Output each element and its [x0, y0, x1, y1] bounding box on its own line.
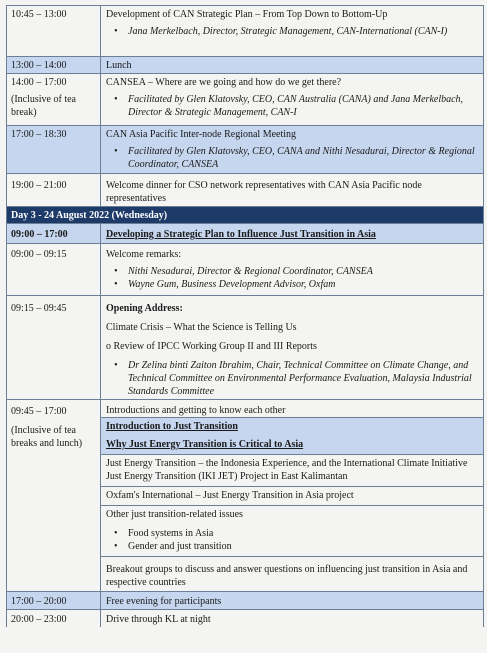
session-title: Introductions and getting to know each other — [106, 405, 286, 416]
session-cell — [101, 126, 483, 173]
topic-line: o Review of IPCC Working Group II and III Reports — [106, 341, 317, 352]
time-cell: 20:00 – 23:00 — [7, 610, 101, 627]
time-cell: 14:00 – 17:00 (Inclusive of tea break) — [7, 74, 101, 125]
time-cell: 13:00 – 14:00 — [7, 57, 101, 73]
time-note: (Inclusive of tea break) — [11, 94, 76, 118]
time-cell: 17:00 – 20:00 — [7, 592, 101, 609]
topic-line: Oxfam's International – Just Energy Transition in Asia project — [101, 486, 483, 505]
day-header: Day 3 - 24 August 2022 (Wednesday) — [7, 207, 483, 224]
time-cell: 09:45 – 17:00 (Inclusive of tea breaks and lunch) — [7, 400, 101, 591]
session-title: Developing a Strategic Plan to Influence Just Transition in Asia — [106, 229, 376, 240]
session-title: Welcome dinner for CSO network representatives with CAN Asia Pacific node representatives — [106, 180, 422, 204]
session-cell — [101, 74, 483, 125]
time-cell: 09:00 – 17:00 — [7, 224, 101, 243]
list-item: • Facilitated by Glen Klatovsky, CEO, CAN Australia (CANA) and Jana Merkelbach, Director & Strategic Management, CAN-I — [114, 94, 464, 118]
session-cell — [101, 6, 483, 56]
agenda-row — [7, 57, 483, 74]
time-cell: 09:00 – 09:15 — [7, 244, 101, 295]
list-item: • Wayne Gum, Business Development Advisor, Oxfam — [114, 279, 336, 290]
topic-line: Just Energy Transition – the Indonesia Experience, and the International Climate Initiative Just Energy Transition (IKI JET) Project in East Kalimantan — [101, 454, 483, 486]
session-title: Welcome remarks: — [106, 249, 181, 260]
time-cell: 17:00 – 18:30 — [7, 126, 101, 173]
agenda-row — [7, 5, 483, 57]
agenda-row — [7, 296, 483, 400]
list-item: • Jana Merkelbach, Director, Strategic Management, CAN-International (CAN-I) — [114, 26, 448, 37]
agenda-row — [7, 244, 483, 296]
list-item: • Nithi Nesadurai, Director & Regional Coordinator, CANSEA — [114, 266, 373, 277]
agenda-row — [7, 126, 483, 174]
session-title: CAN Asia Pacific Inter-node Regional Meeting — [106, 129, 297, 140]
session-title: Free evening for participants — [106, 596, 222, 607]
list-item: • Gender and just transition — [114, 541, 232, 552]
agenda-row — [7, 74, 483, 126]
topic-block: Other just transition-related issues • Food systems in Asia • Gender and just transition — [101, 505, 483, 556]
time-cell: 09:15 – 09:45 — [7, 296, 101, 399]
session-cell — [101, 244, 483, 295]
time-note: (Inclusive of tea breaks and lunch) — [11, 425, 83, 449]
session-cell — [101, 400, 483, 591]
time-cell: 10:45 – 13:00 — [7, 6, 101, 56]
session-title: Opening Address: — [106, 303, 183, 314]
time-cell: 19:00 – 21:00 — [7, 174, 101, 206]
session-title: CANSEA – Where are we going and how do we get there? — [106, 77, 342, 88]
highlight-block: Introduction to Just Transition Why Just Energy Transition is Critical to Asia — [101, 417, 483, 454]
agenda-row — [7, 592, 483, 610]
agenda-row — [7, 224, 483, 244]
topic-line: Climate Crisis – What the Science is Telling Us — [106, 322, 297, 333]
topic-line: Breakout groups to discuss and answer questions on influencing just transition in Asia and respective countries — [101, 556, 483, 592]
agenda-table — [6, 5, 484, 627]
list-item: • Food systems in Asia — [114, 528, 214, 539]
session-cell — [101, 296, 483, 399]
session-title: Development of CAN Strategic Plan – From Top Down to Bottom-Up — [106, 9, 388, 20]
agenda-row — [7, 610, 483, 627]
session-title: Lunch — [106, 60, 132, 71]
agenda-row — [7, 400, 483, 592]
list-item: • Facilitated by Glen Klatovsky, CEO, CANA and Nithi Nesadurai, Director & Regional Coordinator, CANSEA — [114, 146, 475, 170]
list-item: • Dr Zelina binti Zaiton Ibrahim, Chair, Technical Committee on Climate Change, and Technical Committee on Environmental Performance Evaluation, Malaysia Industrial Standards Committee — [114, 360, 472, 397]
agenda-row — [7, 174, 483, 207]
session-title: Drive through KL at night — [106, 614, 211, 625]
